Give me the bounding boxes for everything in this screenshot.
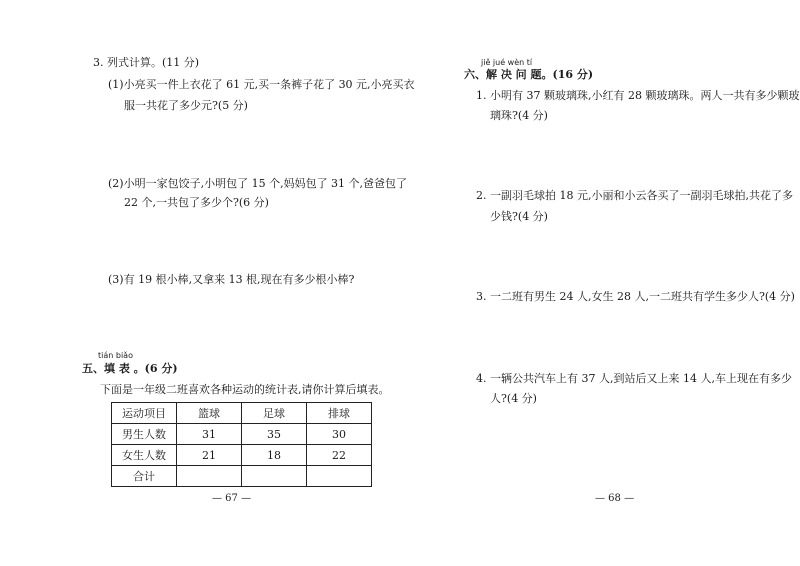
problem-3-line1: 3. 一二班有男生 24 人,女生 28 人,一二班共有学生多少人?(4 分) [476,290,795,303]
table-row [112,424,372,445]
table-header-cell: 篮球 [177,403,242,424]
table-cell: 22 [307,445,372,466]
question-3-3-line1: (3)有 19 根小棒,又拿来 13 根,现在有多少根小棒? [108,273,355,286]
question-3-2-line1: (2)小明一家包饺子,小明包了 15 个,妈妈包了 31 个,爸爸包了 [108,177,408,190]
table-cell[interactable] [177,466,242,487]
table-header-cell: 运动项目 [112,403,177,424]
table-header-row [112,403,372,424]
problem-1-line1: 1. 小明有 37 颗玻璃珠,小红有 28 颗玻璃珠。两人一共有多少颗玻 [476,89,800,102]
table-header-cell: 足球 [242,403,307,424]
section-6-pinyin: jiě jué wèn tí [481,58,533,67]
problem-2-line1: 2. 一副羽毛球拍 18 元,小丽和小云各买了一副羽毛球拍,共花了多 [476,189,793,202]
page-number-right: — 68 — [595,493,635,504]
question-3-heading: 3. 列式计算。(11 分) [93,56,200,69]
section-5-heading: 五、填 表 。(6 分) [82,362,178,375]
table-cell[interactable] [242,466,307,487]
section-6-heading: 六、解 决 问 题。(16 分) [464,68,594,81]
section-5-instruction: 下面是一年级二班喜欢各种运动的统计表,请你计算后填表。 [100,383,390,396]
table-row [112,445,372,466]
table-cell: 31 [177,424,242,445]
problem-1-line2: 璃珠?(4 分) [490,109,548,122]
table-row [112,466,372,487]
table-header-cell: 排球 [307,403,372,424]
question-3-1-line1: (1)小亮买一件上衣花了 61 元,买一条裤子花了 30 元,小亮买衣 [108,78,415,91]
table-cell: 21 [177,445,242,466]
table-cell: 18 [242,445,307,466]
problem-2-line2: 少钱?(4 分) [490,210,548,223]
table-cell: 合计 [112,466,177,487]
table-cell: 女生人数 [112,445,177,466]
table-cell: 35 [242,424,307,445]
section-5-pinyin: tián biǎo [98,351,133,360]
table-cell: 30 [307,424,372,445]
question-3-2-line2: 22 个,一共包了多少个?(6 分) [124,196,269,209]
question-3-1-line2: 服一共花了多少元?(5 分) [124,99,248,112]
table-cell: 男生人数 [112,424,177,445]
page-number-left: — 67 — [212,493,252,504]
problem-4-line1: 4. 一辆公共汽车上有 37 人,到站后又上来 14 人,车上现在有多少 [476,372,792,385]
table-cell[interactable] [307,466,372,487]
sports-stats-table [111,402,372,487]
problem-4-line2: 人?(4 分) [490,392,537,405]
